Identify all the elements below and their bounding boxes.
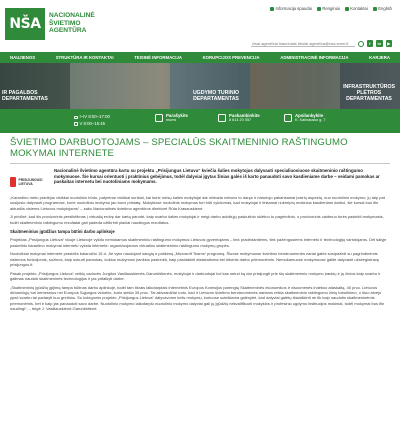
article-paragraph: Pasak projekto „Prisijungus Lietuva“ veiklų vadovės Jurgitos Vasiliauskienės-Garunkštienės, mokytojai ir darbuotojai kol kas neturi ką dar prisijungti prie šių skaitmeninio mokymo įrankių ir jų žinios kaip svarbu ir galimas naudoti skaitmeninės technologijos ir jas pritaikyti darbe. bbox=[10, 270, 381, 281]
calendar-icon bbox=[317, 7, 321, 11]
hours-line: I–IV 8:00–17:00 bbox=[79, 114, 110, 119]
clock-icon bbox=[74, 122, 78, 126]
hero-caption: IR PAGALBOS DEPARTAMENTAS bbox=[2, 90, 48, 102]
hero-caption: INFRASTRUKTŪROS PLĖTROS DEPARTAMENTAS bbox=[343, 84, 395, 102]
nav-item-news[interactable]: NAUJIENOS bbox=[10, 55, 36, 60]
search-area bbox=[251, 40, 393, 47]
search-icon[interactable] bbox=[358, 41, 364, 47]
title-divider bbox=[10, 163, 390, 164]
top-link-label: English bbox=[378, 6, 392, 11]
top-link-label: Renginiai bbox=[322, 6, 340, 11]
top-link-label: Informacija spaudai bbox=[275, 6, 312, 11]
hero-banner bbox=[0, 63, 400, 109]
article-paragraph: Projektas „Prisijungus Lietuva“ vicuje Lietuvoje vykdo nemokamus skaitmeninio raštingumo mokymus Lietuvos gyventojams – tiek pradedantiems, tiek pažengusiems interneto ir technologijų vartotojams. Dėl šalyje paskelbto karantino mokymai internetu vyksta internete: organizuojamos virtualios skaitmeninio raštingumo mokymų grupės. bbox=[10, 237, 387, 248]
linkedin-icon[interactable]: in bbox=[377, 41, 382, 46]
location-icon bbox=[284, 114, 292, 122]
contact-title: Paskambinkite bbox=[229, 113, 260, 118]
contact-title: Apsilankykite bbox=[295, 113, 324, 118]
nav-item-admin[interactable]: ADMINISTRACINĖ INFORMACIJA bbox=[280, 55, 349, 60]
project-logo-mark bbox=[10, 177, 16, 187]
contact-sub: mums bbox=[166, 118, 177, 122]
contact-sub: 8 614 20 057 bbox=[229, 118, 252, 122]
agency-name-line-2: ŠVIETIMO bbox=[49, 19, 81, 27]
hero-tile[interactable] bbox=[70, 63, 170, 109]
office-hours bbox=[74, 114, 110, 127]
top-link-events[interactable] bbox=[317, 6, 340, 11]
project-logo-text: PRISIJUNGUSI LIETUVA bbox=[18, 177, 43, 186]
project-logo bbox=[10, 172, 50, 192]
hero-caption: UGDYMO TURINIO DEPARTAMENTAS bbox=[192, 90, 240, 102]
nav-item-anticorruption[interactable]: KORUPCIJOS PREVENCIJA bbox=[202, 55, 260, 60]
facebook-icon[interactable]: f bbox=[367, 40, 374, 47]
agency-name-line-3: AGENTŪRA bbox=[49, 27, 87, 35]
globe-icon bbox=[373, 7, 377, 11]
youtube-icon[interactable]: ▶ bbox=[387, 41, 391, 46]
top-link-press[interactable] bbox=[270, 6, 312, 11]
clock-icon bbox=[74, 116, 78, 120]
nav-item-structure[interactable]: STRUKTŪRA IR KONTAKTAI bbox=[55, 55, 114, 60]
main-nav bbox=[0, 52, 400, 63]
top-link-contacts[interactable] bbox=[345, 6, 368, 11]
agency-name-line-1: NACIONALINĖ bbox=[49, 12, 95, 19]
hours-line: V 8:00–15:45 bbox=[79, 120, 106, 126]
megaphone-icon bbox=[270, 7, 274, 11]
contact-call[interactable] bbox=[218, 113, 260, 123]
top-link-english[interactable] bbox=[373, 6, 392, 11]
hero-tile[interactable] bbox=[0, 63, 70, 109]
contact-title: Parašykite bbox=[166, 113, 188, 118]
search-input[interactable] bbox=[251, 40, 355, 47]
contact-bar bbox=[0, 109, 400, 133]
site-header bbox=[0, 0, 400, 52]
article bbox=[10, 137, 390, 312]
article-paragraph: Nuotoliniai mokymai internete prasidės balandžio 15 d. Jie vyks naudojant saugią ir patikimą „Microsoft Teams“ programą. Šiuose mokymuose švietimo bendruomenės nariai galės susipažinti su pagrindinėmis sistemos funkcijomis, sužinos, kaip sukurti pamokas, kokius mokymosi įrankius pasirinkti, kaip pasidalinti atsiskaitoma bei kitomis darbo priemonėmis. Nemokamuose mokymuose galite dalyvauti užsiregistravę prisijungus.lt. bbox=[10, 251, 380, 267]
logo-mark: NŠA bbox=[9, 16, 41, 32]
top-links bbox=[270, 6, 392, 11]
top-link-label: Kontaktai bbox=[350, 6, 368, 11]
article-title: ŠVIETIMO DARBUOTOJAMS – SPECIALŪS SKAITMENINIO RAŠTINGUMO MOKYMAI INTERNETE bbox=[10, 137, 348, 159]
agency-logo[interactable] bbox=[5, 8, 45, 40]
agency-name[interactable] bbox=[49, 12, 95, 35]
nav-item-legal[interactable]: TEISINĖ INFORMACIJA bbox=[134, 55, 182, 60]
contact-sub: K. Kalinausko g. 7 bbox=[295, 118, 326, 122]
article-intro: Nacionalinė švietimo agentūra kartu su projektu „Prisijungus Lietuva“ kviečia šalies mokytojus dalyvauti specialiuosiuose skaitmeninio raštingumo mokymuose. Šie kursai orientuoti į praktinius gebėjimus, todėl dalyviai įgytas žinias galės iš karto panaudoti savo kasdieniame darbe – veidami pamokas ar paskaitas internetu bei nuotoliniams mokymams. bbox=[54, 167, 380, 185]
nav-item-career[interactable]: KARJERA bbox=[369, 55, 390, 60]
article-paragraph: „Skaitmeninių įgūdžių įgijimą tampa būtinas darbo aplinkoje, todėl tam tikrais laikotarpiais internetinis Europos Komisijos parengtą Skaitmeninės ekonomikos ir visuomenės indekso ataskaitą, 40 proc. Lietuvos dirbančiųjų turi žemesnius nei Europos Sąjungos vidurkio, kurio siekia 35 proc. Tai akivaizdžiai rodo, kad ir Lietuvos švietimo bendruomenės nariams reikia skaitmeninio raštingumo žinių tobulinimo, o šiuo atveju ypač svarbu tai padaryti kuo greičiau. Su kolegomis projekto „Prisijungus Lietuva“ dalyvavome kelis mokymų, kuriuose suteikiama galimybė, kad dalyviai galėtų išsiaiškinti ne tik kaip naudotis skaitmeninėmis priemonėmis, bet ir kaip jas panaudoti savo darbe. Nuotolinio mokymo laikotarpiu nuotolinio mokymo dalyviai gali jų įgūdžių nekvalifikuoti mokyklos ir profesinio ugdymo institucijos mokiniai, todėl mokymai bus itin naudingi“, – teigė J. Vasiliauskienė-Garunkštienė. bbox=[10, 284, 385, 312]
article-subheading: Skaitmeninius įgūdžius tampa būtini darbo aplinkoje bbox=[10, 228, 115, 234]
hero-tile[interactable] bbox=[170, 63, 250, 109]
article-intro-row bbox=[10, 168, 390, 192]
contact-write[interactable] bbox=[155, 113, 188, 123]
contact-visit[interactable] bbox=[284, 113, 326, 123]
phone-icon bbox=[218, 114, 226, 122]
phone-icon bbox=[345, 7, 349, 11]
mail-icon bbox=[155, 114, 163, 122]
article-paragraph: Ji pridūrė, kad šis provizorinis persikėlimas į virtualią erdvę dar kartą parodė, kaip svarbu šalies mokytojai ir netgi darbo aukštųjų paskutinio skirtino to pagrindinio, o provizorinis vaidmuo turės pasiekti mokymasis, todėl skaitmeninio raštingumo rezultatai gali padeda užtikrinti plačiai naudingus rezultatus. bbox=[10, 214, 384, 225]
article-paragraph: „Karantino metu pradėjus visiškai nuotolinio būdu, patyrėme visiškai sunkiai, kai kurie mūsų šalies mokytojai dar niekada nebuvo to daręs ir naturiojo pakankamai įvairių aspektų, nuo nuotolinio mokymo, jų taip pat susijusio dalyvauti programose, kurie nuotoliniu mokymu jau buvo pristatę. Mokyklose nuotolinis mokymas turi būti vykdomas, kad mokytojai ir tinkamai nukreiptų mokinius kasdieniam darbui, šie kursai bus itin aktualūs visiems Lietuvos mokytojams“ – sako Nacionalinės švietimo agentūros direktorė Rūta Krasauskienė. bbox=[10, 194, 385, 211]
hero-tile[interactable] bbox=[250, 63, 340, 109]
